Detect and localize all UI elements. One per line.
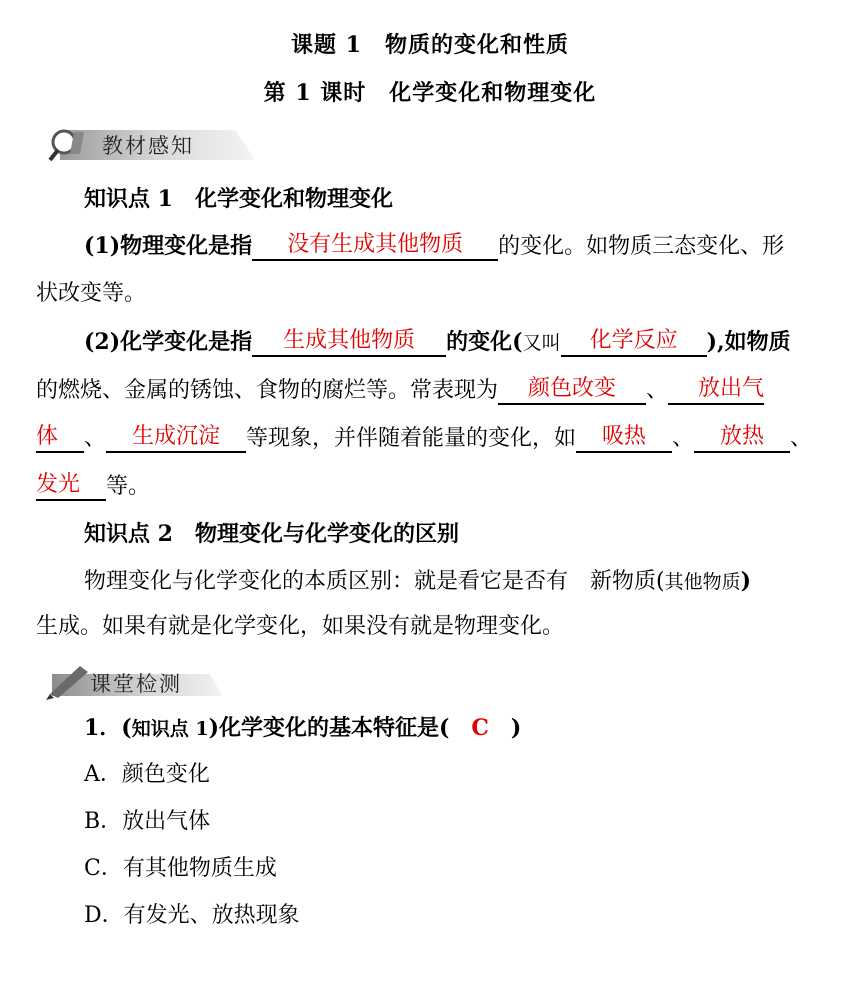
option-d: D．有发光、放热现象 xyxy=(84,903,300,928)
paragraph-line: 状改变等。 xyxy=(36,281,147,306)
knowledge-point-heading: 知识点 2 物理变化与化学变化的区别 xyxy=(84,521,459,547)
answer-blank: 生成沉淀 xyxy=(106,424,246,453)
page-title: 课题 1 物质的变化和性质 xyxy=(291,32,569,58)
text: 等。 xyxy=(106,474,151,499)
text: ) xyxy=(488,715,522,741)
answer-blank: 没有生成其他物质 xyxy=(252,232,498,261)
answer-blank: 发光 xyxy=(36,472,106,501)
section-banner-check xyxy=(40,660,240,700)
paragraph-line xyxy=(84,328,826,357)
option-c: C．有其他物质生成 xyxy=(84,856,277,881)
paragraph-line xyxy=(36,376,826,405)
separator: 、 xyxy=(84,426,107,451)
question-stem xyxy=(84,714,826,743)
text: ) xyxy=(740,568,752,594)
answer-blank: 放热 xyxy=(694,424,790,453)
paragraph-line xyxy=(84,232,826,261)
separator: 、 xyxy=(672,426,695,451)
paragraph-line xyxy=(36,472,826,501)
separator: 、 xyxy=(646,378,669,403)
answer-blank: 体 xyxy=(36,424,84,453)
page-subtitle: 第 1 课时 化学变化和物理变化 xyxy=(263,80,597,106)
text: )化学变化的基本特征是( xyxy=(208,715,472,741)
option-b: B．放出气体 xyxy=(84,809,211,834)
answer-mark: C xyxy=(471,715,489,741)
section-label: 教材感知 xyxy=(102,134,194,158)
paragraph-line xyxy=(36,424,826,453)
answer-blank: 颜色改变 xyxy=(498,376,646,405)
answer-blank: 化学反应 xyxy=(561,328,707,357)
text: 物理变化与化学变化的本质区别：就是看它是否有 新物质( xyxy=(84,569,665,594)
separator: 、 xyxy=(790,426,813,451)
option-a: A．颜色变化 xyxy=(84,762,210,787)
text: 的燃烧、金属的锈蚀、食物的腐烂等。常表现为 xyxy=(36,378,499,403)
knowledge-point-heading: 知识点 1 化学变化和物理变化 xyxy=(84,186,393,212)
section-banner-textbook xyxy=(40,124,260,164)
answer-blank: 吸热 xyxy=(576,424,672,453)
text: 知识点 1 xyxy=(131,718,209,740)
text: ),如物质 xyxy=(706,329,791,355)
paragraph-line xyxy=(84,567,826,596)
answer-blank: 生成其他物质 xyxy=(252,328,446,357)
text: (2)化学变化是指 xyxy=(84,329,253,355)
answer-blank: 放出气 xyxy=(668,376,764,405)
text: 等现象，并伴随着能量的变化，如 xyxy=(246,426,577,451)
section-label: 课堂检测 xyxy=(90,672,182,696)
paragraph-line: 生成。如果有就是化学变化，如果没有就是物理变化。 xyxy=(36,614,565,639)
text: (1)物理变化是指 xyxy=(84,233,253,259)
text: 的变化。如物质三态变化、形 xyxy=(498,234,785,259)
text: 的变化( xyxy=(446,329,523,355)
text: 1．( xyxy=(84,715,132,741)
text: 其他物质 xyxy=(664,571,741,593)
text: 又叫 xyxy=(522,332,561,354)
